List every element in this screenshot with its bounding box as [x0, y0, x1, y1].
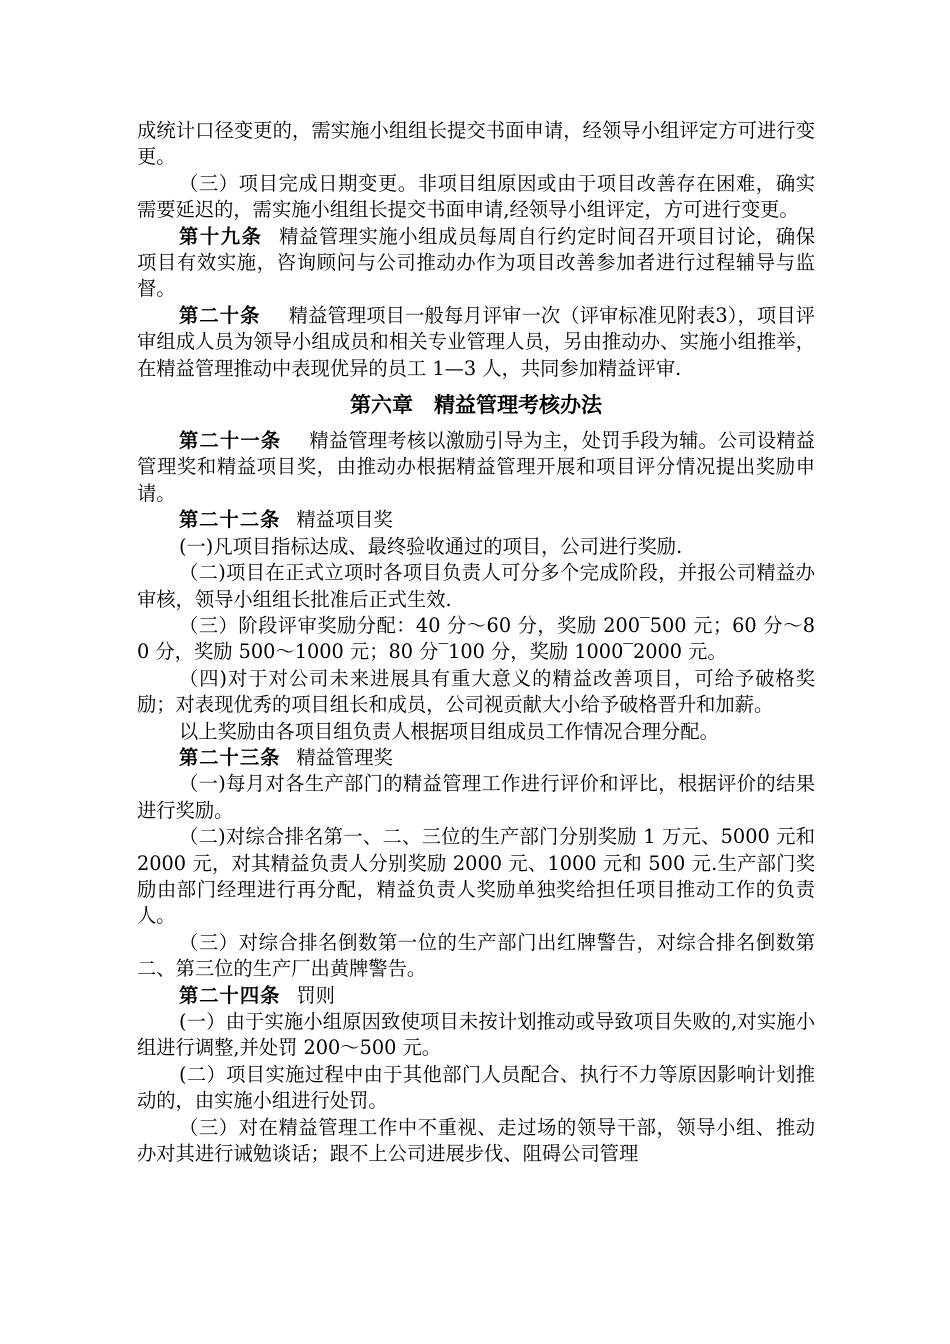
document-page [137, 118, 815, 1167]
article-22-text: 精益项目奖 [296, 508, 393, 532]
article-19-label: 第十九条 [179, 224, 263, 248]
article-24-item-2: (二）项目实施过程中由于其他部门人员配合、执行不力等原因影响计划推动的，由实施小组进行处罚。 [137, 1062, 815, 1113]
article-22-item-1: (一)凡项目指标达成、最终验收通过的项目，公司进行奖励. [179, 534, 683, 558]
chapter-title: 第六章 精益管理考核办法 [350, 393, 602, 418]
article-23 [137, 745, 815, 771]
article-21 [137, 428, 815, 507]
article-23-item-2: （二)对综合排名第一、二、三位的生产部门分别奖励 1 万元、5000 元和 2000 元，对其精益负责人分别奖励 2000 元、1000 元和 500 元.生产部门奖励由部门经理进行再分配，精益负责人奖励单独奖给担任项目推动工作的负责人。 [137, 825, 815, 928]
article-24-item-1: (一）由于实施小组原因致使项目未按计划推动或导致项目失败的,对实施小组进行调整,并处罚 200～500 元。 [137, 1010, 815, 1060]
article-23-item-3: （三）对综合排名倒数第一位的生产部门出红牌警告，对综合排名倒数第二、第三位的生产厂出黄牌警告。 [137, 930, 815, 981]
article-24-label: 第二十四条 [179, 983, 281, 1007]
article-21-label: 第二十一条 [179, 429, 282, 453]
article-20-text: 精益管理项目一般每月评审一次（评审标准见附表3），项目评审组成人员为领导小组成员和相关专业管理人员，另由推动办、实施小组推举，在精益管理推动中表现优异的员工 1—3 人，共同参加精益评审. [137, 303, 816, 380]
paragraph-date-change: （三）项目完成日期变更。非项目组原因或由于项目改善存在困难，确实需要延迟的，需实施小组组长提交书面申请,经领导小组评定，方可进行变更。 [137, 171, 815, 222]
article-23-text: 精益管理奖 [296, 745, 393, 769]
article-22 [137, 507, 815, 533]
article-20 [137, 303, 815, 382]
article-22-item-3: （三）阶段评审奖励分配：40 分～60 分，奖励 200‾500 元；60 分～80 分，奖励 500～1000 元；80 分‾100 分，奖励 1000‾2000 元。 [137, 613, 815, 664]
article-19 [137, 224, 815, 303]
article-22-summary: 以上奖励由各项目组负责人根据项目组成员工作情况合理分配。 [179, 719, 719, 743]
article-22-item-4: （四)对于对公司未来进展具有重大意义的精益改善项目，可给予破格奖励；对表现优秀的项目组长和成员，公司视贡献大小给予破格晋升和加薪。 [137, 666, 815, 717]
article-20-label: 第二十条 [179, 303, 261, 327]
article-22-label: 第二十二条 [179, 508, 281, 532]
article-19-text: 精益管理实施小组成员每周自行约定时间召开项目讨论，确保项目有效实施，咨询顾问与公司推动办作为项目改善参加者进行过程辅导与监督。 [137, 224, 815, 301]
paragraph-continuation: 成统计口径变更的，需实施小组组长提交书面申请，经领导小组评定方可进行变更。 [137, 119, 815, 169]
article-24-item-3: （三）对在精益管理工作中不重视、走过场的领导干部，领导小组、推动办对其进行诫勉谈话；跟不上公司进展步伐、阻碍公司管理 [137, 1115, 815, 1166]
article-24 [137, 983, 815, 1009]
article-24-text: 罚则 [296, 983, 335, 1007]
article-22-item-2: （二)项目在正式立项时各项目负责人可分多个完成阶段，并报公司精益办审核，领导小组组长批准后正式生效. [137, 561, 815, 611]
article-23-label: 第二十三条 [179, 745, 281, 769]
article-23-item-1: （一)每月对各生产部门的精益管理工作进行评价和评比，根据评价的结果进行奖励。 [137, 772, 815, 822]
article-21-text: 精益管理考核以激励引导为主，处罚手段为辅。公司设精益管理奖和精益项目奖，由推动办根据精益管理开展和项目评分情况提出奖励申请。 [137, 429, 816, 505]
